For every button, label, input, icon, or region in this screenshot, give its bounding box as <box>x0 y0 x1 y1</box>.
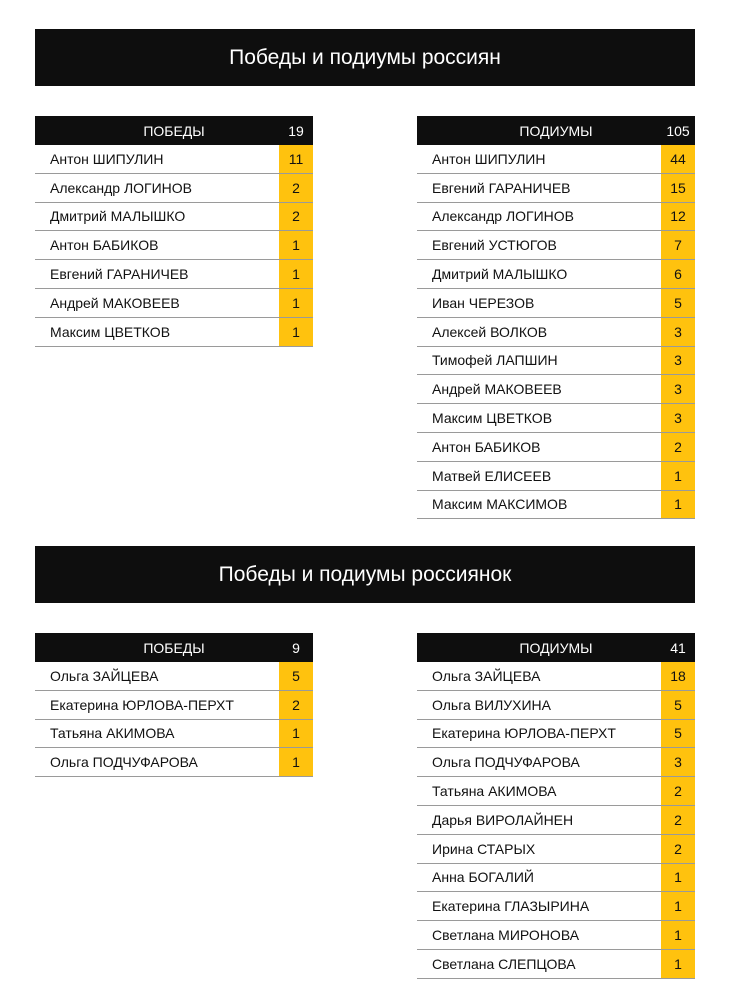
athlete-name: Евгений УСТЮГОВ <box>432 237 557 254</box>
table-row <box>417 347 695 376</box>
count-value: 2 <box>279 203 313 231</box>
table-header <box>35 116 313 145</box>
athlete-name: Максим ЦВЕТКОВ <box>432 410 553 427</box>
table-row <box>35 662 313 691</box>
table-row <box>417 950 695 979</box>
athlete-name: Александр ЛОГИНОВ <box>432 208 574 225</box>
table-row <box>417 260 695 289</box>
table-row <box>417 203 695 232</box>
table-row <box>35 748 313 777</box>
count-value: 5 <box>279 662 313 690</box>
count-value: 2 <box>661 835 695 863</box>
table-row <box>417 806 695 835</box>
table-body <box>417 145 695 519</box>
table-row <box>417 433 695 462</box>
athlete-name: Дмитрий МАЛЫШКО <box>432 266 568 283</box>
table-row <box>417 835 695 864</box>
athlete-name: Максим МАКСИМОВ <box>432 496 568 513</box>
table-row <box>417 921 695 950</box>
table-row <box>417 145 695 174</box>
count-value: 1 <box>279 231 313 259</box>
count-value: 3 <box>661 748 695 776</box>
section-title-men: Победы и подиумы россиян <box>35 29 695 86</box>
men-podiums-table <box>417 116 695 519</box>
table-header-total: 41 <box>670 639 686 656</box>
table-row <box>417 462 695 491</box>
athlete-name: Ольга ЗАЙЦЕВА <box>50 667 159 684</box>
table-row <box>417 318 695 347</box>
table-row <box>417 404 695 433</box>
table-body <box>417 662 695 979</box>
athlete-name: Светлана МИРОНОВА <box>432 927 580 944</box>
athlete-name: Екатерина ЮРЛОВА-ПЕРХТ <box>50 696 234 713</box>
table-row <box>35 260 313 289</box>
count-value: 6 <box>661 260 695 288</box>
table-header-total: 9 <box>292 639 300 656</box>
count-value: 1 <box>279 720 313 748</box>
count-value: 2 <box>279 174 313 202</box>
table-row <box>417 691 695 720</box>
count-value: 18 <box>661 662 695 690</box>
table-row <box>417 864 695 893</box>
athlete-name: Ольга ВИЛУХИНА <box>432 696 551 713</box>
athlete-name: Матвей ЕЛИСЕЕВ <box>432 467 552 484</box>
athlete-name: Дарья ВИРОЛАЙНЕН <box>432 811 574 828</box>
table-header <box>35 633 313 662</box>
athlete-name: Иван ЧЕРЕЗОВ <box>432 294 535 311</box>
count-value: 1 <box>279 289 313 317</box>
table-header-total: 19 <box>288 122 304 139</box>
athlete-name: Татьяна АКИМОВА <box>50 725 175 742</box>
count-value: 2 <box>661 433 695 461</box>
athlete-name: Анна БОГАЛИЙ <box>432 869 534 886</box>
table-header-label: ПОДИУМЫ <box>519 639 593 656</box>
table-row <box>417 289 695 318</box>
table-row <box>417 491 695 520</box>
table-header-label: ПОДИУМЫ <box>519 122 593 139</box>
athlete-name: Тимофей ЛАПШИН <box>432 352 558 369</box>
athlete-name: Ольга ПОДЧУФАРОВА <box>432 754 580 771</box>
count-value: 12 <box>661 203 695 231</box>
athlete-name: Антон БАБИКОВ <box>50 237 159 254</box>
table-row <box>417 777 695 806</box>
table-header-label: ПОБЕДЫ <box>143 639 205 656</box>
men-wins-table <box>35 116 313 347</box>
athlete-name: Антон БАБИКОВ <box>432 438 541 455</box>
count-value: 2 <box>661 806 695 834</box>
table-header-total: 105 <box>666 122 690 139</box>
athlete-name: Евгений ГАРАНИЧЕВ <box>50 266 189 283</box>
count-value: 15 <box>661 174 695 202</box>
count-value: 3 <box>661 318 695 346</box>
table-row <box>35 318 313 347</box>
table-body <box>35 662 313 777</box>
count-value: 7 <box>661 231 695 259</box>
count-value: 1 <box>279 260 313 288</box>
table-row <box>35 145 313 174</box>
table-header-label: ПОБЕДЫ <box>143 122 205 139</box>
count-value: 11 <box>279 145 313 173</box>
athlete-name: Андрей МАКОВЕЕВ <box>50 294 180 311</box>
table-row <box>417 720 695 749</box>
count-value: 1 <box>661 864 695 892</box>
table-row <box>417 748 695 777</box>
athlete-name: Антон ШИПУЛИН <box>432 150 546 167</box>
table-row <box>35 289 313 318</box>
section-title-women: Победы и подиумы россиянок <box>35 546 695 603</box>
table-row <box>417 174 695 203</box>
athlete-name: Екатерина ГЛАЗЫРИНА <box>432 898 590 915</box>
count-value: 5 <box>661 289 695 317</box>
table-row <box>35 174 313 203</box>
athlete-name: Ольга ПОДЧУФАРОВА <box>50 754 198 771</box>
count-value: 1 <box>279 748 313 776</box>
athlete-name: Алексей ВОЛКОВ <box>432 323 548 340</box>
count-value: 5 <box>661 691 695 719</box>
count-value: 1 <box>661 921 695 949</box>
athlete-name: Антон ШИПУЛИН <box>50 150 164 167</box>
table-row <box>417 892 695 921</box>
table-row <box>417 375 695 404</box>
count-value: 3 <box>661 375 695 403</box>
athlete-name: Екатерина ЮРЛОВА-ПЕРХТ <box>432 725 616 742</box>
table-body <box>35 145 313 347</box>
table-header <box>417 633 695 662</box>
table-row <box>35 231 313 260</box>
count-value: 1 <box>661 462 695 490</box>
table-row <box>417 231 695 260</box>
table-header <box>417 116 695 145</box>
count-value: 1 <box>661 491 695 519</box>
table-row <box>35 203 313 232</box>
table-row <box>417 662 695 691</box>
athlete-name: Светлана СЛЕПЦОВА <box>432 955 576 972</box>
women-wins-table <box>35 633 313 777</box>
athlete-name: Татьяна АКИМОВА <box>432 783 557 800</box>
athlete-name: Андрей МАКОВЕЕВ <box>432 381 562 398</box>
count-value: 3 <box>661 404 695 432</box>
count-value: 2 <box>279 691 313 719</box>
athlete-name: Евгений ГАРАНИЧЕВ <box>432 179 571 196</box>
athlete-name: Максим ЦВЕТКОВ <box>50 323 171 340</box>
table-row <box>35 691 313 720</box>
athlete-name: Ирина СТАРЫХ <box>432 840 536 857</box>
count-value: 3 <box>661 347 695 375</box>
athlete-name: Дмитрий МАЛЫШКО <box>50 208 186 225</box>
women-podiums-table <box>417 633 695 979</box>
count-value: 1 <box>661 892 695 920</box>
count-value: 2 <box>661 777 695 805</box>
table-row <box>35 720 313 749</box>
athlete-name: Ольга ЗАЙЦЕВА <box>432 667 541 684</box>
count-value: 1 <box>279 318 313 346</box>
count-value: 1 <box>661 950 695 978</box>
count-value: 44 <box>661 145 695 173</box>
athlete-name: Александр ЛОГИНОВ <box>50 179 192 196</box>
count-value: 5 <box>661 720 695 748</box>
